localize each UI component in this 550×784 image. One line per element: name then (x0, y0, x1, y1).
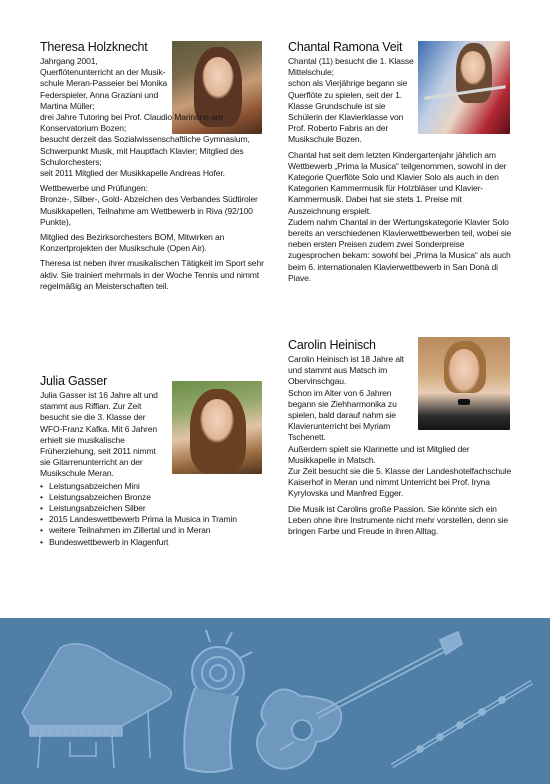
chantal-name: Chantal Ramona Veit (288, 40, 403, 54)
carolin-text-3: Außerdem spielt sie Klarinette und ist Mitglied der Musikkapelle in Matsch. (288, 443, 470, 465)
theresa-competition-2: Mitglied des Bezirksorchesters BOM, Mitwirken an Konzertprojekten der Musikschule (Open Air). (40, 232, 225, 254)
chantal-text-1: Chantal (11) besucht die 1. Klasse Mittelschule; (288, 56, 414, 78)
chantal-section (288, 40, 512, 288)
chantal-text-2: schon als Vierjährige begann sie Querflöte zu spielen, seit der 1. Klasse Grundschule ist sie Schülerin der Klavierklasse von Prof. Roberto Fabris an der Musikschule Bozen. (288, 78, 408, 145)
theresa-competitions-heading: Wettbewerbe und Prüfungen: (40, 183, 148, 194)
carolin-text-2: Schon im Alter von 6 Jahren begann sie Ziehharmonika zu spielen, bald darauf nahm sie Klavierunterricht bei Myriam Tschenett. (288, 387, 397, 443)
chantal-text-4: Zudem nahm Chantal in der Wertungskategorie Klavier Solo bereits an verschiedenen Klavierwettbewerben teil, wobei sie neben ersten Preisen zudem zwei Sonderpreise zugesprochen bekam: sowohl bei „Prima la Musica“ als auch beim 6. internationalen Klavierwettbewerb in San Donà di Piave. (288, 216, 512, 283)
carolin-name: Carolin Heinisch (288, 338, 376, 352)
theresa-text-1: Jahrgang 2001, (40, 56, 98, 66)
guitar-icon (257, 632, 462, 769)
julia-achievements-list (40, 481, 264, 548)
theresa-text-3: drei Jahre Tutoring bei Prof. Claudio Marinone am Konservatorium Bozen; (40, 112, 223, 134)
chantal-text-3: Chantal hat seit dem letzten Kindergartenjahr jährlich am Wettbewerb „Prima la Musica“ teilgenommen, sowohl in der Kategorie Querflöte Solo und Klavier Solo als auch in den Kategorien Kammermusik für Holzbläser und Klavier-Kammermusik. Dabei hat sie stets 1. Preise mit Auszeichnung erspielt. (288, 149, 507, 216)
theresa-section (40, 40, 264, 296)
list-item: • Bundeswettbewerb in Klagenfurt (40, 537, 264, 548)
grand-piano-icon (22, 644, 171, 768)
footer-band (0, 618, 550, 784)
flute-icon (392, 682, 532, 766)
theresa-competition-3: Theresa ist neben ihrer musikalischen Tätigkeit im Sport sehr aktiv. Sie trainiert mehrmals in der Woche Tennis und nimmt regelmäßig an Meisterschaften teil. (40, 258, 264, 291)
french-horn-icon (184, 630, 252, 772)
theresa-competition-1: Bronze-, Silber-, Gold- Abzeichen des Verbandes Südtiroler Musikkapellen, Teilnahme am Wettbewerb in Riva (92/100 Punkte), (40, 194, 258, 227)
list-item: • weitere Teilnahmen im Zillertal und in Meran (40, 525, 264, 536)
julia-section (40, 374, 264, 548)
julia-intro: Julia Gasser ist 16 Jahre alt und stammt aus Riffian. Zur Zeit besucht sie die 3. Klasse der WFO-Franz Kafka. Mit 6 Jahren erhielt sie musikalische Früherziehung, seit 2011 nimmt sie Gitarrenunterricht an der Musikschule Meran. (40, 390, 158, 479)
julia-name: Julia Gasser (40, 374, 108, 388)
carolin-section (288, 338, 512, 541)
list-item: • Leistungsabzeichen Silber (40, 503, 264, 514)
theresa-text-2: Querflötenunterricht an der Musik-schule Meran-Passeier bei Monika Federspieler, Anna Graziani und Martina Müller; (40, 67, 168, 111)
theresa-name: Theresa Holzknecht (40, 40, 148, 54)
theresa-text-5: seit 2011 Mitglied der Musikkapelle Andreas Hofer. (40, 168, 225, 179)
carolin-text-4: Zur Zeit besucht sie die 5. Klasse der Landeshotelfachschule Kaiserhof in Meran und nimmt Unterricht bei Prof. Iryna Kyrylovska und Manfred Egger. (288, 466, 512, 499)
list-item: • 2015 Landeswettbewerb Prima la Musica in Tramin (40, 514, 264, 525)
carolin-text-1: Carolin Heinisch ist 18 Jahre alt und stammt aus Matsch im Obervinschgau. (288, 354, 404, 387)
list-item: • Leistungsabzeichen Bronze (40, 492, 264, 503)
list-item: • Leistungsabzeichen Mini (40, 481, 264, 492)
carolin-text-5: Die Musik ist Carolins große Passion. Sie könnte sich ein Leben ohne ihre Instrumente nicht mehr vorstellen, denn sie bringen Farbe und Freude in ihren Alltag. (288, 503, 508, 537)
theresa-text-4: besucht derzeit das Sozialwissenschaftliche Gymnasium, Schwerpunkt Musik, mit Hauptfach Klavier; Mitglied des Schulorchesters; (40, 134, 250, 167)
